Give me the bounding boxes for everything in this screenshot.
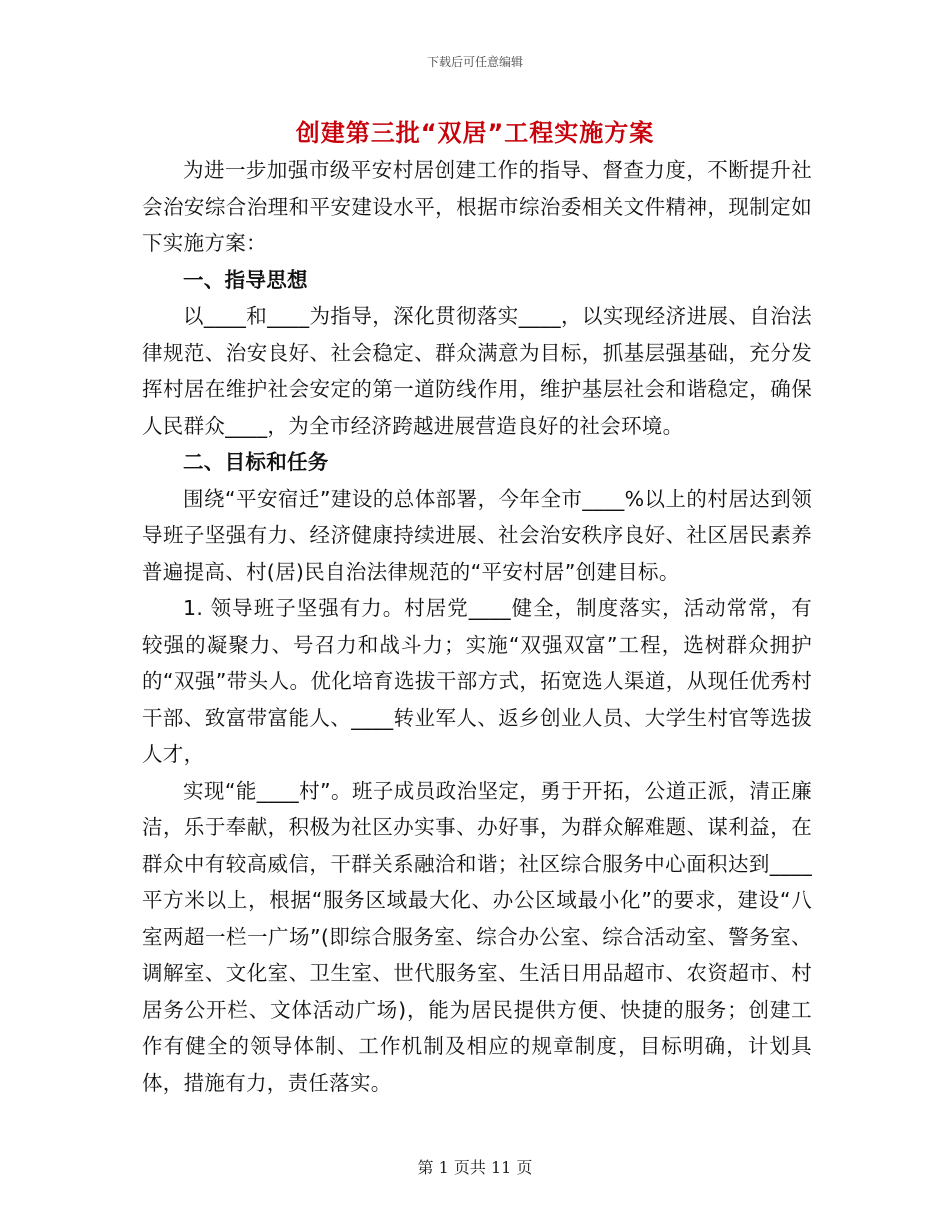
- intro-paragraph: 为进一步加强市级平安村居创建工作的指导、督查力度，不断提升社会治安综合治理和平安建设水平，根据市综治委相关文件精神，现制定如下实施方案：: [142, 158, 812, 255]
- goals-paragraph: 围绕“平安宿迁”建设的总体部署，今年全市____%以上的村居达到领导班子坚强有力、经济健康持续进展、社会治安秩序良好、社区居民素养普遍提高、村(居)民自治法律规范的“平安村居”创建目标。: [142, 486, 812, 584]
- page-number-footer: 第 1 页共 11 页: [417, 1158, 533, 1177]
- document-title: 创建第三批“双居”工程实施方案: [295, 119, 655, 147]
- section-heading-guiding-ideology: 一、指导思想: [183, 267, 308, 292]
- header-note: 下载后可任意编辑: [426, 55, 523, 69]
- guiding-ideology-paragraph: 以____和____为指导，深化贯彻落实____，以实现经济进展、自治法律规范、治安良好、社会稳定、群众满意为目标，抓基层强基础，充分发挥村居在维护社会安定的第一道防线作用，维护基层社会和谐稳定，确保人民群众____，为全市经济跨越进展营造良好的社会环境。: [142, 304, 812, 438]
- document-body: [142, 152, 812, 1101]
- implementation-paragraph: 实现“能____村”。班子成员政治坚定，勇于开拓，公道正派，清正廉洁，乐于奉献，积极为社区办实事、办好事，为群众解难题、谋利益，在群众中有较高威信，干群关系融洽和谐；社区综合服务中心面积达到____平方米以上，根据“服务区域最大化、办公区域最小化”的要求，建设“八室两超一栏一广场”(即综合服务室、综合办公室、综合活动室、警务室、调解室、文化室、卫生室、世代服务室、生活日用品超市、农资超市、村居务公开栏、文体活动广场)，能为居民提供方便、快捷的服务；创建工作有健全的领导体制、工作机制及相应的规章制度，目标明确，计划具体，措施有力，责任落实。: [142, 778, 812, 1095]
- leadership-paragraph: 1. 领导班子坚强有力。村居党____健全，制度落实，活动常常，有较强的凝聚力、号召力和战斗力；实施“双强双富”工程，选树群众拥护的“双强”带头人。优化培育选拔干部方式，拓宽选人渠道，从现任优秀村干部、致富带富能人、____转业军人、返乡创业人员、大学生村官等选拔人才，: [142, 596, 812, 766]
- section-heading-goals-tasks: 二、目标和任务: [183, 450, 329, 474]
